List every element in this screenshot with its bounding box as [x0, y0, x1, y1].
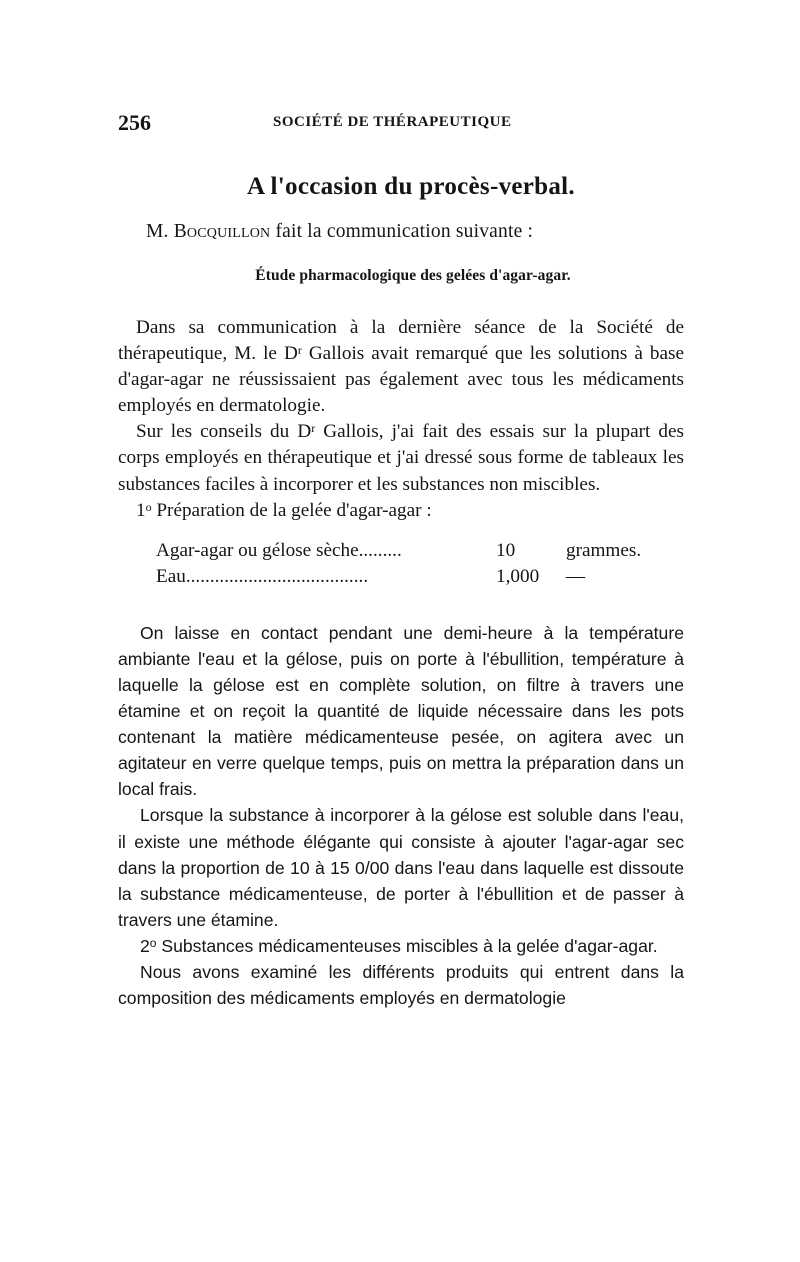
running-title: SOCIÉTÉ DE THÉRAPEUTIQUE — [273, 114, 512, 130]
recipe-ingredient: Agar-agar ou gélose sèche......... — [156, 539, 402, 561]
article-title: A l'occasion du procès-verbal. — [247, 173, 575, 200]
recipe-row — [156, 538, 684, 564]
paragraph: Nous avons examiné les différents produits qui entrent dans la composition des médicaments employés en dermatologie — [118, 961, 684, 1009]
recipe-unit: grammes. — [566, 539, 642, 561]
page — [118, 110, 684, 1011]
recipe-quantity: 10 — [496, 539, 516, 561]
study-subtitle: Étude pharmacologique des gelées d'agar-agar. — [255, 267, 571, 284]
paragraph: Sur les conseils du $D^r$ Gallois, j'ai fait des essais sur la plupart des corps employés en thérapeutique et j'ai dressé sous forme de tableaux les substances faciles à incorporer et les substances non miscibles. — [118, 421, 684, 495]
recipe-quantity: 1,000 — [496, 565, 540, 587]
running-head — [118, 110, 684, 140]
sans-section — [118, 620, 684, 1011]
page-number: 256 — [118, 110, 151, 135]
intro-rest: fait la communication suivante : — [275, 221, 534, 242]
paragraph: On laisse en contact pendant une demi-heure à la température ambiante l'eau et la gélose, puis on porte à l'ébullition, température à laquelle la gélose est en complète solution, on filtre à travers une étamine et on reçoit la quantité de liquide nécessaire dans les pots contenant la matière médicamenteuse pesée, on agitera avec un agitateur en verre quelque temps, puis on mettra la préparation dans un local frais. — [118, 622, 684, 800]
intro-line — [118, 221, 684, 243]
recipe-row — [156, 564, 684, 590]
recipe-unit: — — [566, 565, 586, 587]
recipe-table — [156, 538, 684, 590]
recipe-ingredient: Eau...................................... — [156, 565, 369, 587]
paragraph: 1$^o$ Préparation de la gelée d'agar-agar : — [136, 499, 432, 521]
intro-author: Bocquillon — [173, 221, 271, 242]
serif-section — [118, 315, 684, 524]
paragraph: Dans sa communication à la dernière séance de la Société de thérapeutique, M. le $D^r$ Gallois avait remarqué que les solutions à base d'agar-agar ne réussissaient pas également avec tous les médicaments employés en dermatologie. — [118, 317, 684, 417]
paragraph: 2$^o$ Substances médicamenteuses miscibles à la gelée d'agar-agar. — [140, 935, 658, 956]
intro-prefix: M. — [146, 221, 169, 242]
paragraph: Lorsque la substance à incorporer à la gélose est soluble dans l'eau, il existe une méthode élégante qui consiste à ajouter l'agar-agar sec dans la proportion de 10 à 15 0/00 dans l'eau dans laquelle est dissoute la substance médicamenteuse, de porter à l'ébullition et de passer à travers une étamine. — [118, 805, 684, 930]
